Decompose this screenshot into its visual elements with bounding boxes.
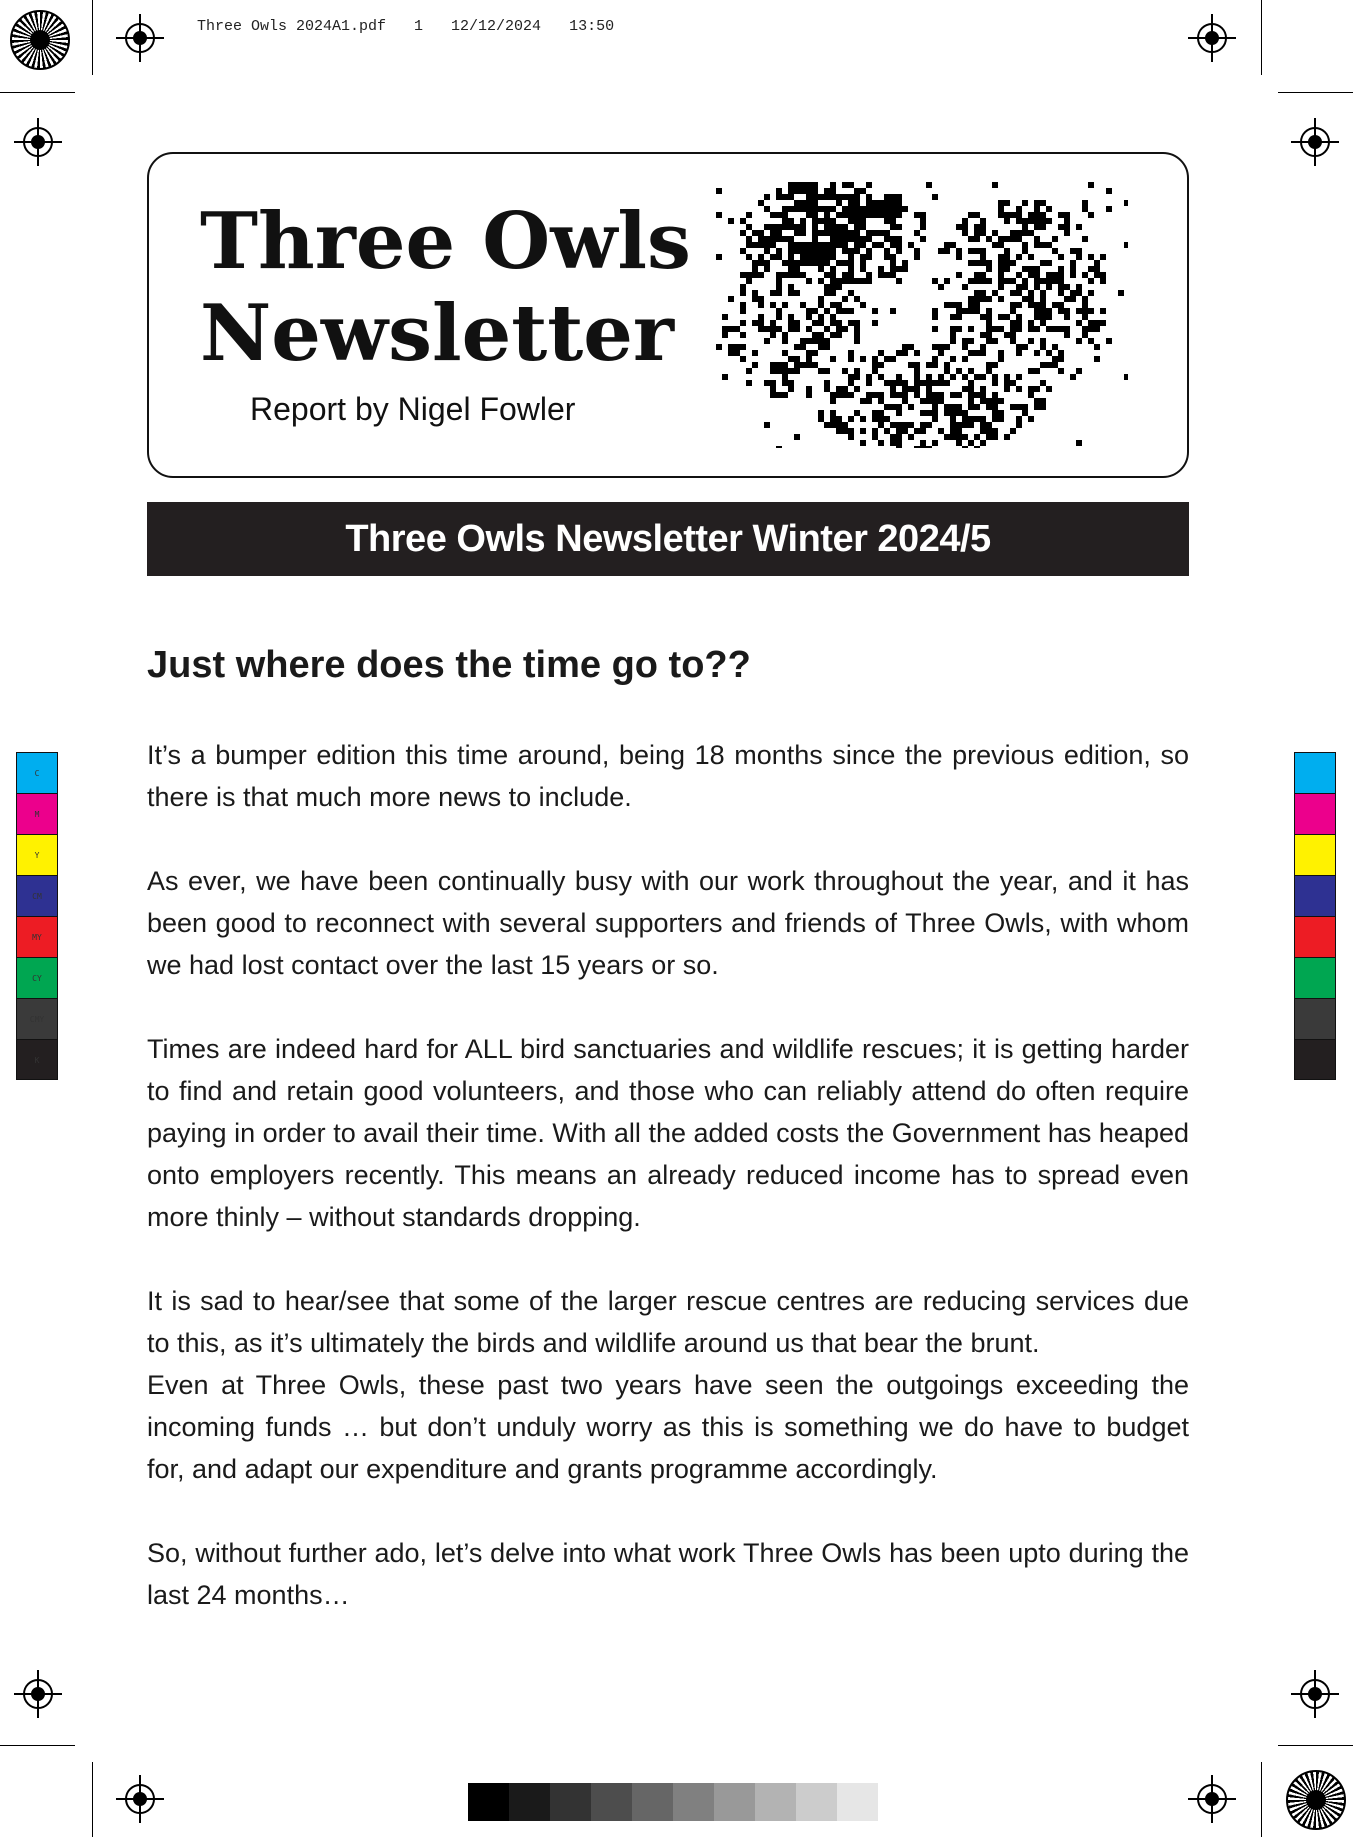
gray-swatch <box>632 1783 673 1821</box>
crop-mark <box>1261 0 1262 75</box>
crop-mark <box>1261 1762 1262 1837</box>
color-swatch <box>1294 752 1336 793</box>
registration-mark-icon <box>14 118 62 166</box>
gray-swatch <box>550 1783 591 1821</box>
color-swatch <box>1294 1039 1336 1080</box>
gray-swatch <box>837 1783 878 1821</box>
color-swatch: K <box>16 1039 58 1080</box>
registration-mark-icon <box>1291 118 1339 166</box>
paragraph: Even at Three Owls, these past two years have seen the outgoings exceeding the incoming funds … but don’t unduly worry as this is something we do have to budget for, and adapt our expenditure and grants programme accordingly. <box>147 1370 1189 1484</box>
color-swatch <box>1294 957 1336 998</box>
color-swatch <box>1294 793 1336 834</box>
print-slug <box>197 18 642 35</box>
crop-mark <box>0 92 75 93</box>
color-swatch: CMY <box>16 998 58 1039</box>
color-swatch: Y <box>16 834 58 875</box>
registration-mark-icon <box>1291 1670 1339 1718</box>
slug-time: 13:50 <box>569 18 615 35</box>
color-swatch <box>1294 916 1336 957</box>
color-swatch: C <box>16 752 58 793</box>
crop-mark <box>0 1745 75 1746</box>
color-swatch: CM <box>16 875 58 916</box>
gray-swatch <box>714 1783 755 1821</box>
slug-page: 1 <box>414 18 424 35</box>
gray-swatch <box>796 1783 837 1821</box>
registration-mark-icon <box>14 1670 62 1718</box>
registration-wheel-icon <box>1286 1770 1346 1830</box>
paragraph: Times are indeed hard for ALL bird sanctuaries and wildlife rescues; it is getting harder to find and retain good volunteers, and those who can reliably attend do often require paying in order to avail their time. With all the added costs the Government has heaped onto employers recently. This means an already reduced income has to spread even more thinly – without standards dropping. <box>147 1034 1189 1232</box>
gray-swatch <box>468 1783 509 1821</box>
registration-mark-icon <box>1188 1775 1236 1823</box>
title-line-1: Three Owls <box>200 196 691 287</box>
slug-date: 12/12/2024 <box>451 18 542 35</box>
color-swatch <box>1294 998 1336 1039</box>
newsletter-title <box>200 196 691 380</box>
crop-mark <box>1278 92 1353 93</box>
slug-filename: Three Owls 2024A1.pdf <box>197 18 387 35</box>
paragraph: It is sad to hear/see that some of the larger rescue centres are reducing services due to this, as it’s ultimately the birds and wildlife around us that bear the brunt. <box>147 1286 1189 1358</box>
color-swatch: M <box>16 793 58 834</box>
gray-swatch <box>591 1783 632 1821</box>
owls-image <box>716 176 1128 448</box>
registration-wheel-icon <box>10 10 70 70</box>
color-swatch: MY <box>16 916 58 957</box>
color-bar-right <box>1294 752 1336 1080</box>
gray-swatch <box>673 1783 714 1821</box>
gray-swatch <box>509 1783 550 1821</box>
registration-mark-icon <box>1188 14 1236 62</box>
paragraph: As ever, we have been continually busy with our work throughout the year, and it has been good to reconnect with several supporters and friends of Three Owls, with whom we had lost contact over the last 15 years or so. <box>147 866 1189 980</box>
gray-step-bar <box>468 1783 878 1821</box>
article-heading: Just where does the time go to?? <box>147 644 751 686</box>
crop-mark <box>92 1762 93 1837</box>
color-swatch <box>1294 834 1336 875</box>
registration-mark-icon <box>116 1775 164 1823</box>
color-bar-left <box>16 752 58 1080</box>
color-swatch <box>1294 875 1336 916</box>
registration-mark-icon <box>116 14 164 62</box>
crop-mark <box>92 0 93 75</box>
byline: Report by Nigel Fowler <box>250 391 576 427</box>
article-body <box>147 734 1189 1658</box>
color-swatch: CY <box>16 957 58 998</box>
paragraph: So, without further ado, let’s delve into what work Three Owls has been upto during the last 24 months… <box>147 1538 1189 1610</box>
title-line-2: Newsletter <box>200 288 675 379</box>
crop-mark <box>1278 1745 1353 1746</box>
paragraph: It’s a bumper edition this time around, being 18 months since the previous edition, so there is that much more news to include. <box>147 740 1189 812</box>
gray-swatch <box>755 1783 796 1821</box>
edition-banner: Three Owls Newsletter Winter 2024/5 <box>147 502 1189 576</box>
